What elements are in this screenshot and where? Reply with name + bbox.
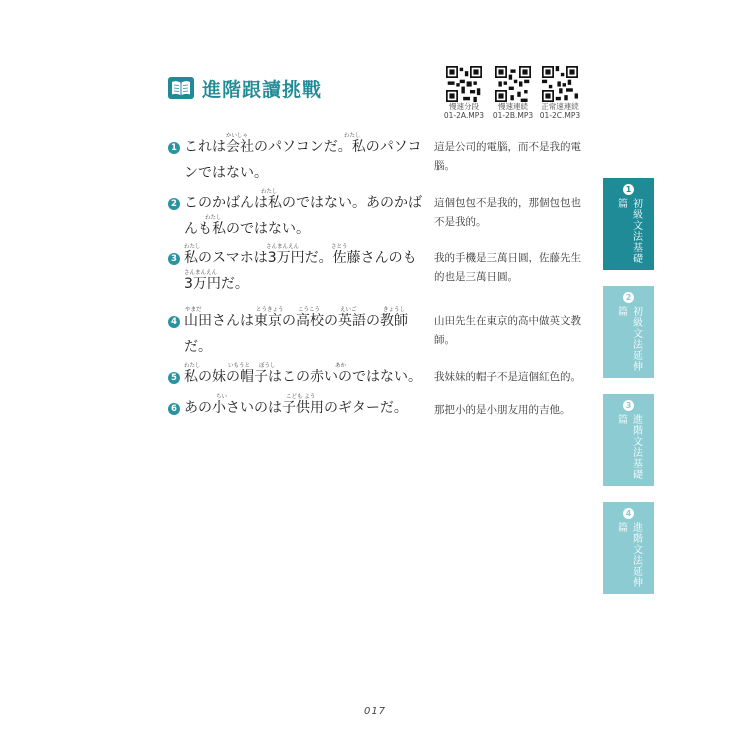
qr-label: 慢速連続 bbox=[498, 102, 528, 111]
side-tab-2[interactable] bbox=[603, 286, 654, 378]
qr-code-icon bbox=[495, 66, 531, 102]
furigana: さんまんえん bbox=[184, 270, 218, 276]
chinese-translation: 那把小的是小朋友用的吉他。 bbox=[434, 404, 571, 416]
sentence-number-badge: 2 bbox=[168, 198, 180, 210]
chinese-translation: 我妹妹的帽子不是這個紅色的。 bbox=[434, 371, 581, 383]
furigana: こうこう bbox=[298, 307, 321, 313]
furigana: さとう bbox=[331, 244, 348, 250]
tab-number: 2 bbox=[623, 292, 634, 303]
tab-number: 1 bbox=[623, 184, 634, 195]
furigana: わたし bbox=[184, 244, 201, 250]
open-book-icon bbox=[168, 77, 194, 99]
qr-code-slow-continuous[interactable] bbox=[487, 66, 539, 120]
tab-label: 進階文法基礎篇 bbox=[615, 414, 642, 480]
sentence-number-badge: 6 bbox=[168, 403, 180, 415]
tab-label: 進階文法延伸篇 bbox=[615, 522, 642, 588]
japanese-sentence: これは会社のパソコンだ。私のパソコンではない。 bbox=[184, 139, 422, 181]
chinese-translation: 這個包包不是我的，那個包包也不是我的。 bbox=[434, 197, 581, 228]
furigana: きょうし bbox=[383, 307, 406, 313]
furigana: わたし bbox=[205, 215, 222, 221]
furigana: さんまんえん bbox=[266, 244, 300, 250]
page-number: 017 bbox=[363, 706, 387, 717]
page-title: 進階跟讀挑戰 bbox=[202, 78, 323, 101]
chinese-translation: 山田先生在東京的高中做英文教師。 bbox=[434, 315, 581, 346]
japanese-sentence: 私のスマホは3万円だ。佐藤さんのも3万円だ。 bbox=[184, 250, 417, 292]
japanese-sentence: あの小さいのは子供用のギターだ。 bbox=[184, 400, 408, 416]
furigana: わたし bbox=[184, 363, 201, 369]
qr-label: 慢速分段 bbox=[449, 102, 479, 111]
sentence-number-badge: 1 bbox=[168, 142, 180, 154]
qr-filename: 01-2A.MP3 bbox=[443, 111, 485, 120]
sentence-number-badge: 5 bbox=[168, 372, 180, 384]
furigana: えいご bbox=[340, 307, 357, 313]
japanese-sentence: 私の妹の帽子はこの赤いのではない。 bbox=[184, 369, 422, 385]
qr-label: 正常速連続 bbox=[541, 102, 579, 111]
qr-code-normal-continuous[interactable] bbox=[534, 66, 586, 120]
furigana: ちい bbox=[216, 394, 228, 400]
sentence-number-badge: 4 bbox=[168, 316, 180, 328]
furigana: こども よう bbox=[286, 394, 316, 400]
furigana: ぼうし bbox=[259, 363, 276, 369]
furigana: あか bbox=[335, 363, 347, 369]
tab-number: 4 bbox=[623, 508, 634, 519]
furigana: とうきょう bbox=[256, 307, 284, 313]
furigana: かいしゃ bbox=[226, 133, 249, 139]
japanese-sentence: このかばんは私のではない。あのかばんも私のではない。 bbox=[184, 195, 422, 237]
furigana: いもうと bbox=[228, 363, 251, 369]
qr-code-icon bbox=[446, 66, 482, 102]
side-tab-4[interactable] bbox=[603, 502, 654, 594]
tab-label: 初級文法延伸篇 bbox=[615, 306, 642, 372]
side-tab-3[interactable] bbox=[603, 394, 654, 486]
chinese-translation: 這是公司的電腦，而不是我的電腦。 bbox=[434, 141, 581, 172]
section-header bbox=[168, 76, 322, 100]
sentence-number-badge: 3 bbox=[168, 253, 180, 265]
tab-label: 初級文法基礎篇 bbox=[615, 198, 642, 264]
qr-code-icon bbox=[542, 66, 578, 102]
furigana: わたし bbox=[261, 189, 278, 195]
chinese-translation: 我的手機是三萬日圓，佐藤先生的也是三萬日圓。 bbox=[434, 252, 581, 283]
furigana: やまだ bbox=[185, 307, 202, 313]
qr-filename: 01-2C.MP3 bbox=[539, 111, 581, 120]
japanese-sentence: 山田さんは東京の高校の英語の教師だ。 bbox=[184, 313, 408, 355]
qr-code-slow-segmented[interactable] bbox=[438, 66, 490, 120]
qr-filename: 01-2B.MP3 bbox=[492, 111, 534, 120]
tab-number: 3 bbox=[623, 400, 634, 411]
furigana: わたし bbox=[344, 133, 361, 139]
side-tab-1[interactable] bbox=[603, 178, 654, 270]
